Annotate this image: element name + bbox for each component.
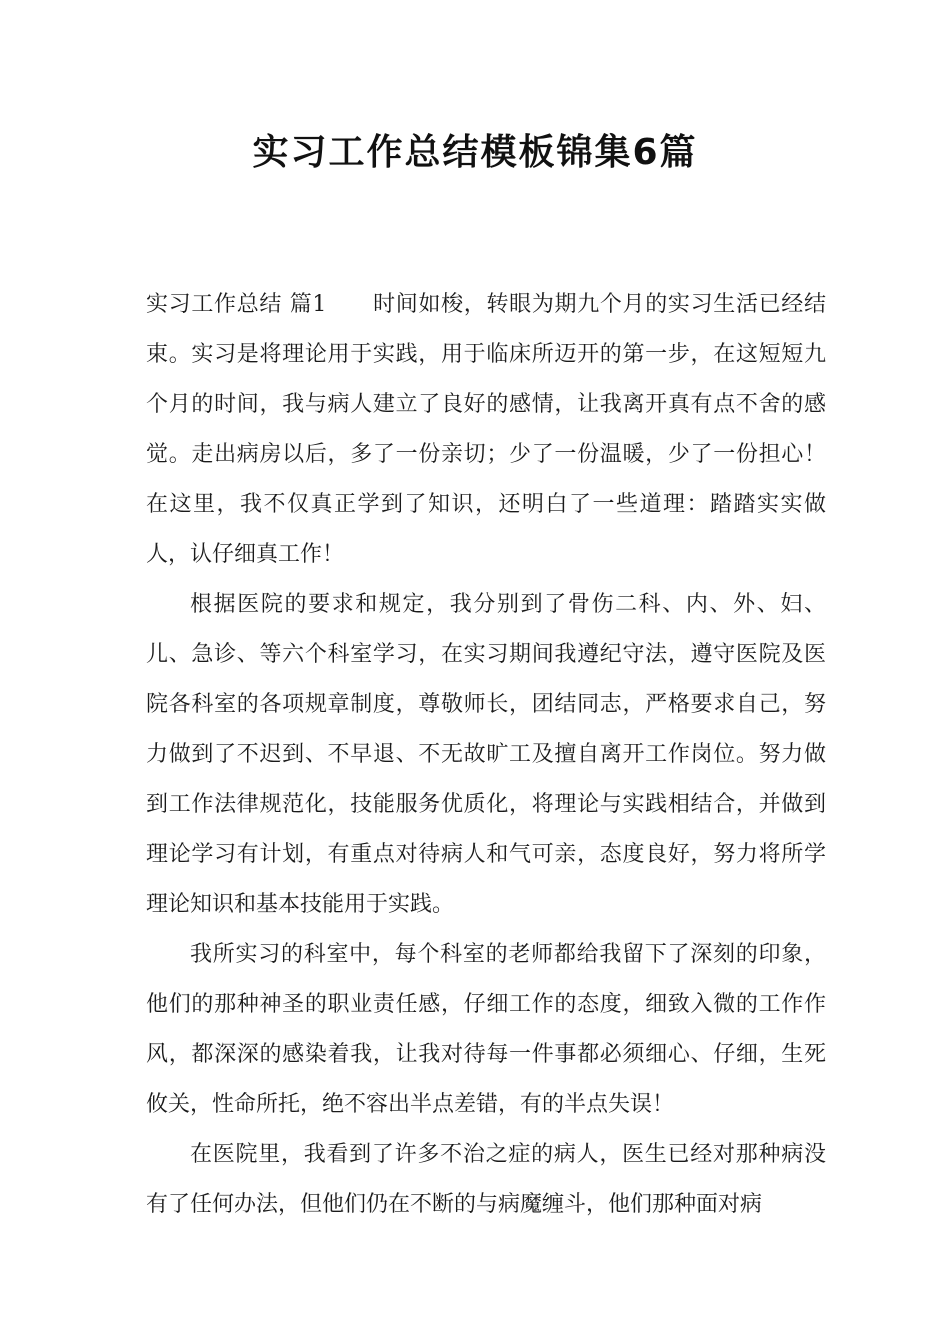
paragraph-2: 根据医院的要求和规定，我分别到了骨伤二科、内、外、妇、儿、急诊、等六个科室学习，在实习期间我遵纪守法，遵守医院及医院各科室的各项规章制度，尊敬师长，团结同志，严格要求自己，努力做到了不迟到、不早退、不无故旷工及擅自离开工作岗位。努力做到工作法律规范化，技能服务优质化，将理论与实践相结合，并做到理论学习有计划，有重点对待病人和气可亲，态度良好，努力将所学理论知识和基本技能用于实践。 — [146, 592, 826, 917]
paragraph-1 — [146, 280, 826, 580]
paragraph-3: 我所实习的科室中，每个科室的老师都给我留下了深刻的印象，他们的那种神圣的职业责任感，仔细工作的态度，细致入微的工作作风，都深深的感染着我，让我对待每一件事都必须细心、仔细，生死攸关，性命所托，绝不容出半点差错，有的半点失误！ — [146, 942, 826, 1117]
document-body — [146, 280, 826, 1230]
document-title: 实习工作总结模板锦集6篇 — [252, 132, 698, 173]
paragraph-1-text: 时间如梭，转眼为期九个月的实习生活已经结束。实习是将理论用于实践，用于临床所迈开的第一步，在这短短九个月的时间，我与病人建立了良好的感情，让我离开真有点不舍的感觉。走出病房以后，多了一份亲切；少了一份温暖，少了一份担心！在这里，我不仅真正学到了知识，还明白了一些道理：踏踏实实做人，认仔细真工作！ — [146, 292, 826, 567]
section-label: 实习工作总结 篇1 — [146, 292, 327, 317]
paragraph-4: 在医院里，我看到了许多不治之症的病人，医生已经对那种病没有了任何办法，但他们仍在不断的与病魔缠斗，他们那种面对病 — [146, 1142, 826, 1217]
